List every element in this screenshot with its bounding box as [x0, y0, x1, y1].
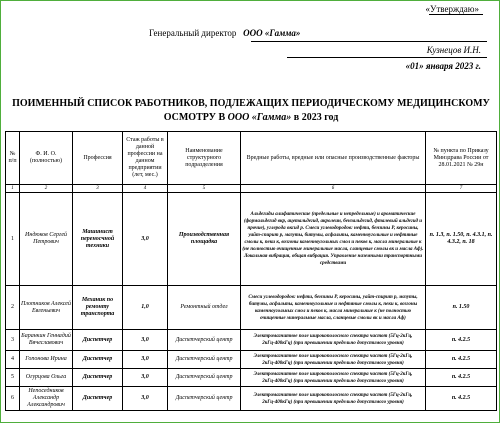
director-line	[149, 28, 300, 38]
cell-clause: п. 4.2.5	[426, 351, 497, 369]
header-profession: Профессия	[73, 132, 123, 185]
column-number: 3	[73, 185, 123, 193]
cell-experience: 3,0	[123, 387, 168, 411]
column-number: 4	[123, 185, 168, 193]
director-underline	[251, 41, 487, 42]
cell-clause: п. 4.2.5	[426, 330, 497, 351]
cell-num: 4	[6, 351, 20, 369]
cell-name: Индюков Сергей Петрович	[20, 193, 73, 286]
director-name: Кузнецов И.Н.	[426, 45, 481, 55]
cell-hazards: Электромагнитное поле широкополосного спектра частот (5Гц-2кГц, 2кГц-400кГц) (при превышении предельно допустимого уровня)	[241, 369, 426, 387]
column-number: 2	[20, 185, 73, 193]
title-suffix: в 2023 год	[293, 112, 339, 123]
cell-name: Баранкин Геннадий Вячеславович	[20, 330, 73, 351]
table-header-row	[6, 132, 497, 185]
cell-num: 6	[6, 387, 20, 411]
title-line-1: ПОИМЕННЫЙ СПИСОК РАБОТНИКОВ, ПОДЛЕЖАЩИХ ПЕРИОДИЧЕСКОМУ МЕДИЦИНСКОМУ	[12, 98, 490, 109]
cell-department: Ремонтный отдел	[168, 286, 241, 330]
cell-hazards: Альдегиды алифатические (предельные и непредельные) и ароматические (формальдегид вкр, ацетальдегид, акролеин, бензальдегид, фталевый альдегид и прочие), углерода оксид р. Смеси углеводородов: нефти, бензины Р, керосины, уайт-спирит р, мазуты, битумы, асфальты, каменноугольные и нефтяные смолы к, пеки к, возгоны каменноугольных смол и пеков к, масла минеральные к (не полностью очищенные минеральные масла, сланцевые смолы вк и масла Аф). Локальная вибрация, общая вибрация. Управление наземными транспортными средствами	[241, 193, 426, 286]
company-name: ООО «Гамма»	[243, 28, 301, 38]
cell-name: Непоседников Александр Александрович	[20, 387, 73, 411]
cell-profession: Диспетчер	[73, 330, 123, 351]
table-row	[6, 330, 497, 351]
cell-experience: 3,0	[123, 330, 168, 351]
cell-experience: 3,0	[123, 351, 168, 369]
cell-name: Гопонова Ирина	[20, 351, 73, 369]
table-row	[6, 351, 497, 369]
cell-experience: 1,0	[123, 286, 168, 330]
column-number: 5	[168, 185, 241, 193]
cell-department: Производственная площадка	[168, 193, 241, 286]
cell-name: Огурцова Ольга	[20, 369, 73, 387]
column-number: 6	[241, 185, 426, 193]
cell-hazards: Смеси углеводородов: нефти, бензины Р, керосины, уайт-спирит р, мазуты, битумы, асфальты, каменноугольные и нефтяные смолы к, пеки к, возгоны каменноугольных смол и пеков к, масла минеральные к (не полностью очищенные минеральные масла, сланцевые смолы вк и масла Аф)	[241, 286, 426, 330]
cell-clause: п. 4.2.5	[426, 387, 497, 411]
approval-stamp-text: «Утверждаю»	[425, 4, 479, 14]
director-title: Генеральный директор	[149, 28, 237, 38]
cell-profession: Диспетчер	[73, 369, 123, 387]
cell-num: 5	[6, 369, 20, 387]
cell-num: 3	[6, 330, 20, 351]
cell-profession: Диспетчер	[73, 387, 123, 411]
cell-clause: п. 1.50	[426, 286, 497, 330]
cell-department: Диспетчерский центр	[168, 351, 241, 369]
approval-underline	[429, 14, 483, 15]
table-row	[6, 369, 497, 387]
cell-hazards: Электромагнитное поле широкополосного спектра частот (5Гц-2кГц, 2кГц-400кГц) (при превышении предельно допустимого уровня)	[241, 351, 426, 369]
cell-profession: Диспетчер	[73, 351, 123, 369]
header-name: Ф. И. О. (полностью)	[20, 132, 73, 185]
table-row	[6, 286, 497, 330]
header-experience: Стаж работы в данной профессии на данном предприятии (лет, мес.)	[123, 132, 168, 185]
cell-hazards: Электромагнитное поле широкополосного спектра частот (5Гц-2кГц, 2кГц-400кГц) (при превышении предельно допустимого уровня)	[241, 387, 426, 411]
cell-department: Диспетчерский центр	[168, 387, 241, 411]
table-row	[6, 193, 497, 286]
table-row	[6, 387, 497, 411]
cell-experience: 3,0	[123, 369, 168, 387]
cell-profession: Механик по ремонту транспорта	[73, 286, 123, 330]
cell-experience: 3,0	[123, 193, 168, 286]
header-hazards: Вредные работы, вредные или опасные производственные факторы	[241, 132, 426, 185]
signature-underline	[287, 57, 487, 58]
cell-name: Плотников Алексей Евгеньевич	[20, 286, 73, 330]
cell-department: Диспетчерский центр	[168, 369, 241, 387]
cell-department: Диспетчерский центр	[168, 330, 241, 351]
cell-num: 2	[6, 286, 20, 330]
header-department: Наименование структурного подразделения	[168, 132, 241, 185]
cell-hazards: Электромагнитное поле широкополосного спектра частот (5Гц-2кГц, 2кГц-400кГц) (при превышении предельно допустимого уровня)	[241, 330, 426, 351]
column-number: 7	[426, 185, 497, 193]
title-prefix: ОСМОТРУ В	[163, 112, 226, 123]
cell-clause: п. 4.2.5	[426, 369, 497, 387]
document-title	[1, 97, 500, 125]
cell-clause: п. 1.3, п. 1.50, п. 4.3.1, п. 4.3.2, п. 18	[426, 193, 497, 286]
title-line-2	[1, 111, 500, 125]
employee-table	[5, 131, 497, 411]
header-clause: № пункта по Приказу Минздрава России от 28.01.2021 № 29н	[426, 132, 497, 185]
approval-date: «01» января 2023 г.	[405, 61, 481, 71]
title-company: ООО «Гамма»	[227, 112, 292, 123]
column-number: 1	[6, 185, 20, 193]
header-num: № п/п	[6, 132, 20, 185]
column-number-row	[6, 185, 497, 193]
cell-num: 1	[6, 193, 20, 286]
cell-profession: Машинист переносчной техники	[73, 193, 123, 286]
